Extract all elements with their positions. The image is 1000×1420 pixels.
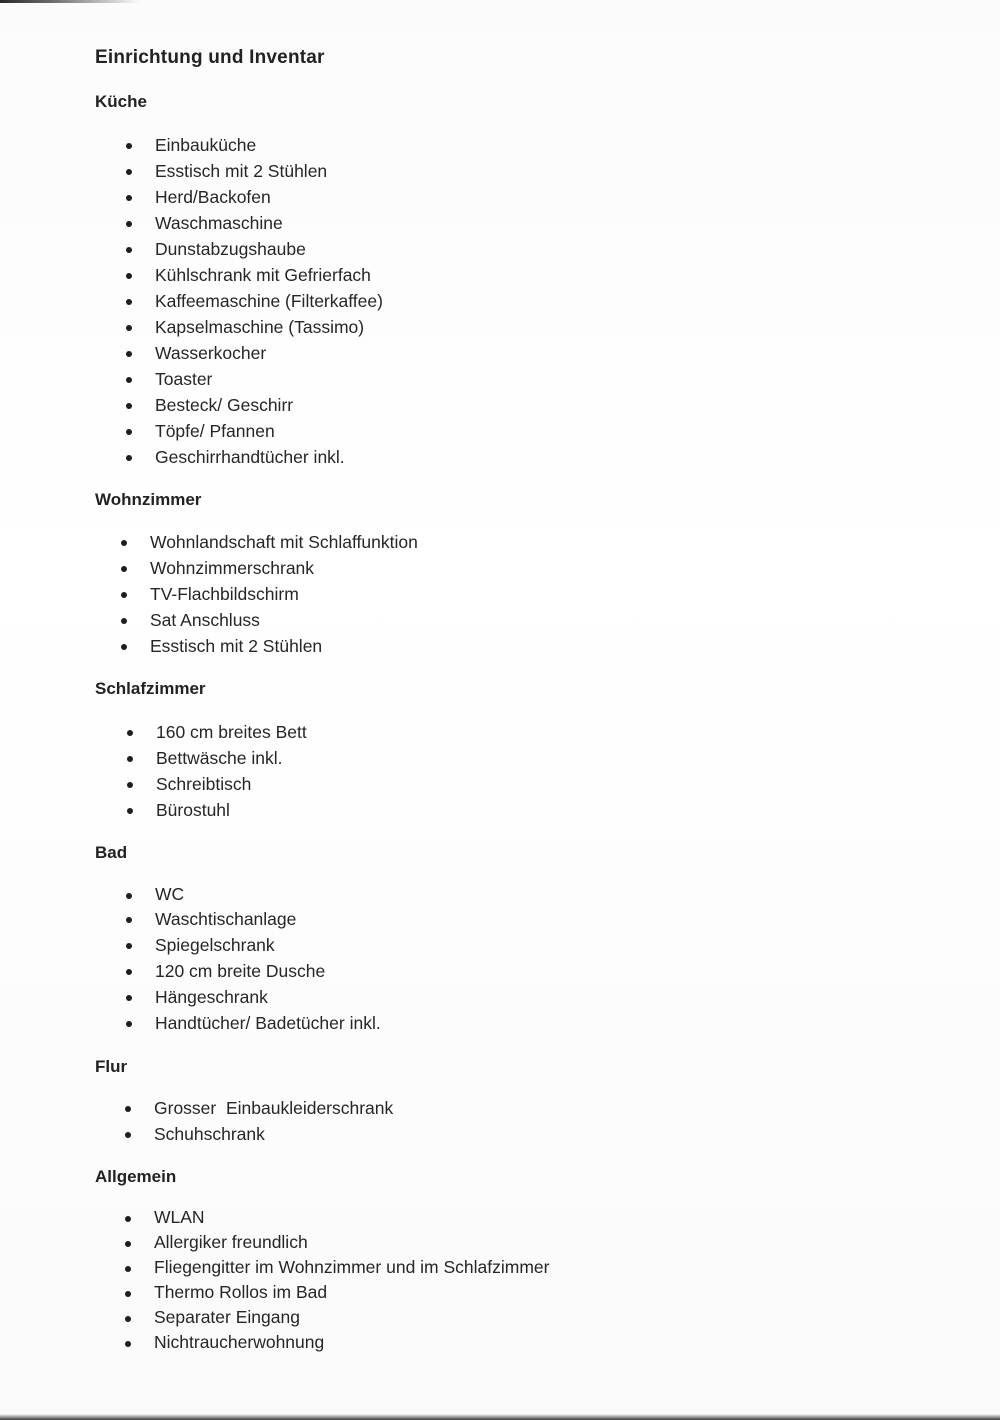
list-item: 160 cm breites Bett bbox=[156, 719, 307, 745]
section-heading-allgemein: Allgemein bbox=[95, 1167, 177, 1186]
list-item: Allergiker freundlich bbox=[154, 1230, 550, 1255]
list-allgemein bbox=[154, 1205, 550, 1355]
list-item: Waschmaschine bbox=[155, 210, 383, 236]
list-item: WLAN bbox=[154, 1205, 550, 1230]
list-item: Kühlschrank mit Gefrierfach bbox=[155, 262, 383, 288]
list-item: Kaffeemaschine (Filterkaffee) bbox=[155, 288, 383, 314]
list-item: Wohnzimmerschrank bbox=[150, 555, 418, 581]
section-heading-kueche: Küche bbox=[95, 92, 147, 111]
section-heading-wohnzimmer: Wohnzimmer bbox=[95, 490, 202, 509]
list-item: Thermo Rollos im Bad bbox=[154, 1280, 550, 1305]
list-item: Sat Anschluss bbox=[150, 607, 418, 633]
list-item: Herd/Backofen bbox=[155, 184, 383, 210]
list-item: Schreibtisch bbox=[156, 771, 307, 797]
scan-edge-top bbox=[0, 0, 1000, 3]
list-item: Separater Eingang bbox=[154, 1305, 550, 1330]
list-item: 120 cm breite Dusche bbox=[155, 958, 381, 984]
list-wohnzimmer bbox=[150, 529, 418, 659]
section-heading-bad: Bad bbox=[95, 843, 128, 862]
list-kueche bbox=[155, 132, 383, 470]
section-heading-schlafzimmer: Schlafzimmer bbox=[95, 679, 206, 698]
list-item-text: Grosser Einbaukleiderschrank bbox=[154, 1098, 394, 1118]
list-item: Toaster bbox=[155, 366, 383, 392]
list-schlafzimmer bbox=[156, 719, 307, 823]
list-item: Einbauküche bbox=[155, 132, 383, 158]
list-item: Esstisch mit 2 Stühlen bbox=[150, 633, 418, 659]
list-item: TV-Flachbildschirm bbox=[150, 581, 418, 607]
list-item: Spiegelschrank bbox=[155, 932, 381, 958]
list-item: Kapselmaschine (Tassimo) bbox=[155, 314, 383, 340]
list-item: Esstisch mit 2 Stühlen bbox=[155, 158, 383, 184]
list-item: Nichtraucherwohnung bbox=[154, 1330, 550, 1355]
list-item: Wohnlandschaft mit Schlaffunktion bbox=[150, 529, 418, 555]
list-item: Waschtischanlage bbox=[155, 906, 381, 932]
list-item: WC bbox=[155, 882, 381, 906]
list-item: Besteck/ Geschirr bbox=[155, 392, 383, 418]
list-item: Töpfe/ Pfannen bbox=[155, 418, 383, 444]
list-item: Hängeschrank bbox=[155, 984, 381, 1010]
list-item bbox=[154, 1095, 393, 1121]
list-item: Wasserkocher bbox=[155, 340, 383, 366]
list-item: Handtücher/ Badetücher inkl. bbox=[155, 1010, 381, 1036]
list-item: Schuhschrank bbox=[154, 1121, 393, 1147]
section-heading-flur: Flur bbox=[95, 1057, 128, 1076]
list-item: Bürostuhl bbox=[156, 797, 307, 823]
list-item: Bettwäsche inkl. bbox=[156, 745, 307, 771]
scan-edge-bottom bbox=[0, 1414, 1000, 1420]
list-item: Geschirrhandtücher inkl. bbox=[155, 444, 383, 470]
list-item: Fliegengitter im Wohnzimmer und im Schlafzimmer bbox=[154, 1255, 550, 1280]
list-item: Dunstabzugshaube bbox=[155, 236, 383, 262]
list-flur bbox=[154, 1095, 393, 1147]
list-bad bbox=[155, 882, 381, 1036]
page-title: Einrichtung und Inventar bbox=[95, 47, 325, 68]
